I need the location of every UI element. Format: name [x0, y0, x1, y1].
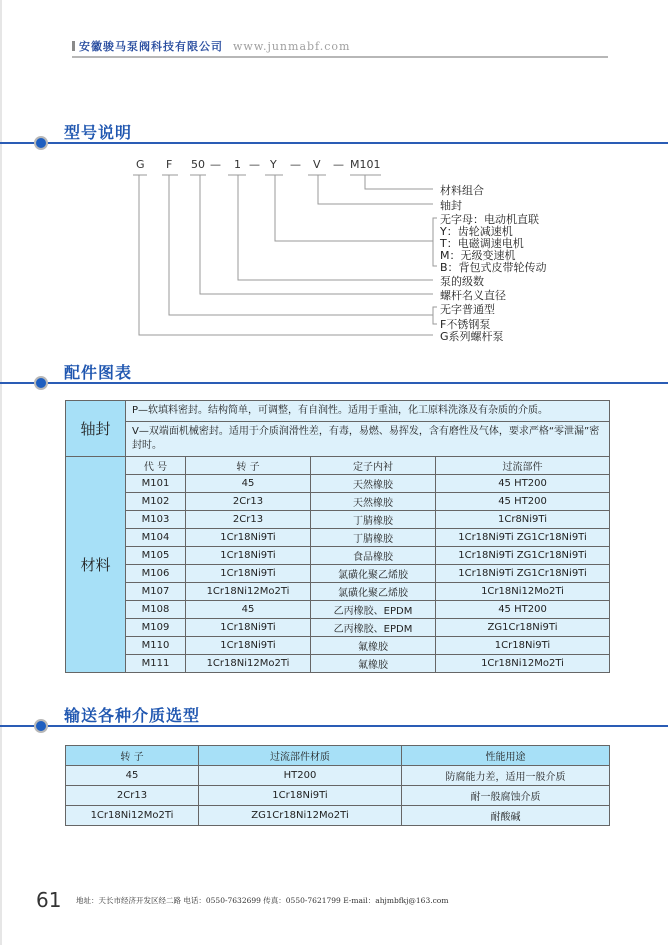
cell-stator: 乙丙橡胶、EPDM: [311, 601, 436, 619]
label-type-f: F不锈钢泵: [440, 318, 491, 331]
code-dash: —: [290, 158, 301, 171]
footer-address: 地址：天长市经济开发区经二路 电话：0550-7632699 传真：0550-7621799 E-mail：ahjmbfkj@163.com: [76, 896, 449, 905]
cell-performance: 耐一般腐蚀介质: [402, 786, 610, 806]
label-drive-none: 无字母：电动机直联: [440, 213, 539, 226]
cell-rotor: 45: [66, 766, 199, 786]
cell-code: M111: [126, 655, 186, 673]
cell-rotor: 1Cr18Ni12Mo2Ti: [186, 655, 311, 673]
header-code: 代 号: [126, 457, 186, 475]
label-series: G系列螺杆泵: [440, 330, 504, 343]
cell-stator: 天然橡胶: [311, 475, 436, 493]
table-row: [66, 601, 610, 619]
cell-wetted: 1Cr18Ni12Mo2Ti: [436, 655, 610, 673]
table-row: [66, 529, 610, 547]
section-title: 输送各种介质选型: [64, 706, 201, 725]
table-row: [66, 583, 610, 601]
seal-row-p: [66, 401, 610, 422]
header-wetted-material: 过流部件材质: [199, 746, 402, 766]
seal-row-v: [66, 422, 610, 457]
cell-rotor: 1Cr18Ni9Ti: [186, 529, 311, 547]
header-wetted-parts: 过流部件: [436, 457, 610, 475]
material-label: 材料: [66, 457, 126, 673]
cell-rotor: 2Cr13: [66, 786, 199, 806]
label-stages: 泵的级数: [440, 275, 484, 288]
code-segment-seal: V: [313, 158, 321, 171]
section-title: 型号说明: [64, 123, 133, 142]
cell-wetted: 1Cr18Ni9Ti ZG1Cr18Ni9Ti: [436, 547, 610, 565]
cell-stator: 氯磺化聚乙烯胶: [311, 565, 436, 583]
cell-code: M105: [126, 547, 186, 565]
table-row: [66, 511, 610, 529]
cell-stator: 氟橡胶: [311, 655, 436, 673]
bullet-dot-icon: [34, 719, 48, 733]
cell-stator: 乙丙橡胶、EPDM: [311, 619, 436, 637]
cell-stator: 天然橡胶: [311, 493, 436, 511]
cell-rotor: 45: [186, 475, 311, 493]
cell-wetted: ZG1Cr18Ni9Ti: [436, 619, 610, 637]
cell-wetted: 1Cr18Ni9Ti: [436, 637, 610, 655]
cell-code: M103: [126, 511, 186, 529]
seal-v-description: V—双端面机械密封。适用于介质润滑性差，有毒，易燃、易挥发，含有磨性及气体，要求严格“零泄漏”密封时。: [126, 422, 610, 457]
label-type-plain: 无字普通型: [440, 303, 495, 316]
media-header-row: [66, 746, 610, 766]
cell-rotor: 1Cr18Ni12Mo2Ti: [66, 806, 199, 826]
page-header: [72, 38, 350, 54]
cell-rotor: 45: [186, 601, 311, 619]
header-rotor: 转 子: [66, 746, 199, 766]
header-performance: 性能用途: [402, 746, 610, 766]
cell-code: M106: [126, 565, 186, 583]
section-heading-model: [0, 120, 668, 150]
seal-label: 轴封: [66, 401, 126, 457]
cell-rotor: 1Cr18Ni9Ti: [186, 637, 311, 655]
cell-wetted: 1Cr18Ni9Ti ZG1Cr18Ni9Ti: [436, 529, 610, 547]
table-row: [66, 547, 610, 565]
table-row: [66, 655, 610, 673]
label-drive-y: Y：齿轮减速机: [440, 225, 513, 238]
label-seal: 轴封: [440, 199, 462, 212]
code-segment-drive: Y: [270, 158, 277, 171]
cell-code: M104: [126, 529, 186, 547]
table-row: [66, 806, 610, 826]
header-divider: [72, 56, 608, 58]
code-dash: —: [333, 158, 344, 171]
cell-stator: 丁腈橡胶: [311, 529, 436, 547]
table-row: [66, 637, 610, 655]
company-url: www.junmabf.com: [233, 39, 351, 53]
header-stator-lining: 定子内衬: [311, 457, 436, 475]
cell-rotor: 1Cr18Ni9Ti: [186, 565, 311, 583]
cell-stator: 氯磺化聚乙烯胶: [311, 583, 436, 601]
parts-table: [65, 400, 610, 673]
cell-wetted: 1Cr8Ni9Ti: [436, 511, 610, 529]
table-row: [66, 619, 610, 637]
seal-p-description: P—软填料密封。结构简单，可调整，有自润性。适用于重油，化工原料洗涤及有杂质的介质。: [126, 401, 610, 422]
bullet-dot-icon: [34, 136, 48, 150]
section-heading-parts: [0, 360, 668, 390]
material-header-row: [66, 457, 610, 475]
label-drive-t: T：电磁调速电机: [440, 237, 524, 250]
section-title: 配件图表: [64, 363, 133, 382]
header-bar: [72, 41, 75, 51]
cell-wetted: ZG1Cr18Ni12Mo2Ti: [199, 806, 402, 826]
cell-performance: 耐酸碱: [402, 806, 610, 826]
bullet-dot-icon: [34, 376, 48, 390]
table-row: [66, 565, 610, 583]
cell-wetted: 1Cr18Ni9Ti ZG1Cr18Ni9Ti: [436, 565, 610, 583]
label-drive-m: M：无级变速机: [440, 249, 516, 262]
cell-wetted: 45 HT200: [436, 475, 610, 493]
cell-stator: 丁腈橡胶: [311, 511, 436, 529]
cell-stator: 食品橡胶: [311, 547, 436, 565]
cell-rotor: 2Cr13: [186, 511, 311, 529]
cell-wetted: HT200: [199, 766, 402, 786]
cell-performance: 防腐能力差，适用一般介质: [402, 766, 610, 786]
table-row: [66, 493, 610, 511]
table-row: [66, 475, 610, 493]
cell-rotor: 1Cr18Ni12Mo2Ti: [186, 583, 311, 601]
cell-wetted: 1Cr18Ni9Ti: [199, 786, 402, 806]
table-row: [66, 786, 610, 806]
cell-wetted: 45 HT200: [436, 493, 610, 511]
table-row: [66, 766, 610, 786]
code-segment-material: M101: [350, 158, 381, 171]
code-segment-g: G: [136, 158, 145, 171]
cell-code: M101: [126, 475, 186, 493]
page-number: 61: [36, 888, 62, 912]
cell-wetted: 45 HT200: [436, 601, 610, 619]
label-material: 材料组合: [440, 184, 484, 197]
code-segment-diameter: 50: [191, 158, 205, 171]
cell-rotor: 2Cr13: [186, 493, 311, 511]
cell-wetted: 1Cr18Ni12Mo2Ti: [436, 583, 610, 601]
code-dash: —: [249, 158, 260, 171]
code-segment-stages: 1: [234, 158, 241, 171]
cell-code: M109: [126, 619, 186, 637]
cell-rotor: 1Cr18Ni9Ti: [186, 619, 311, 637]
header-rotor: 转 子: [186, 457, 311, 475]
label-diameter: 螺杆名义直径: [440, 289, 506, 302]
cell-rotor: 1Cr18Ni9Ti: [186, 547, 311, 565]
cell-code: M107: [126, 583, 186, 601]
company-name: 安徽骏马泵阀科技有限公司: [79, 40, 223, 53]
cell-code: M110: [126, 637, 186, 655]
label-drive-b: B：背包式皮带轮传动: [440, 261, 547, 274]
code-dash: —: [210, 158, 221, 171]
cell-stator: 氟橡胶: [311, 637, 436, 655]
cell-code: M102: [126, 493, 186, 511]
code-segment-f: F: [166, 158, 173, 171]
section-heading-media: [0, 703, 668, 733]
media-selection-table: [65, 745, 610, 826]
cell-code: M108: [126, 601, 186, 619]
